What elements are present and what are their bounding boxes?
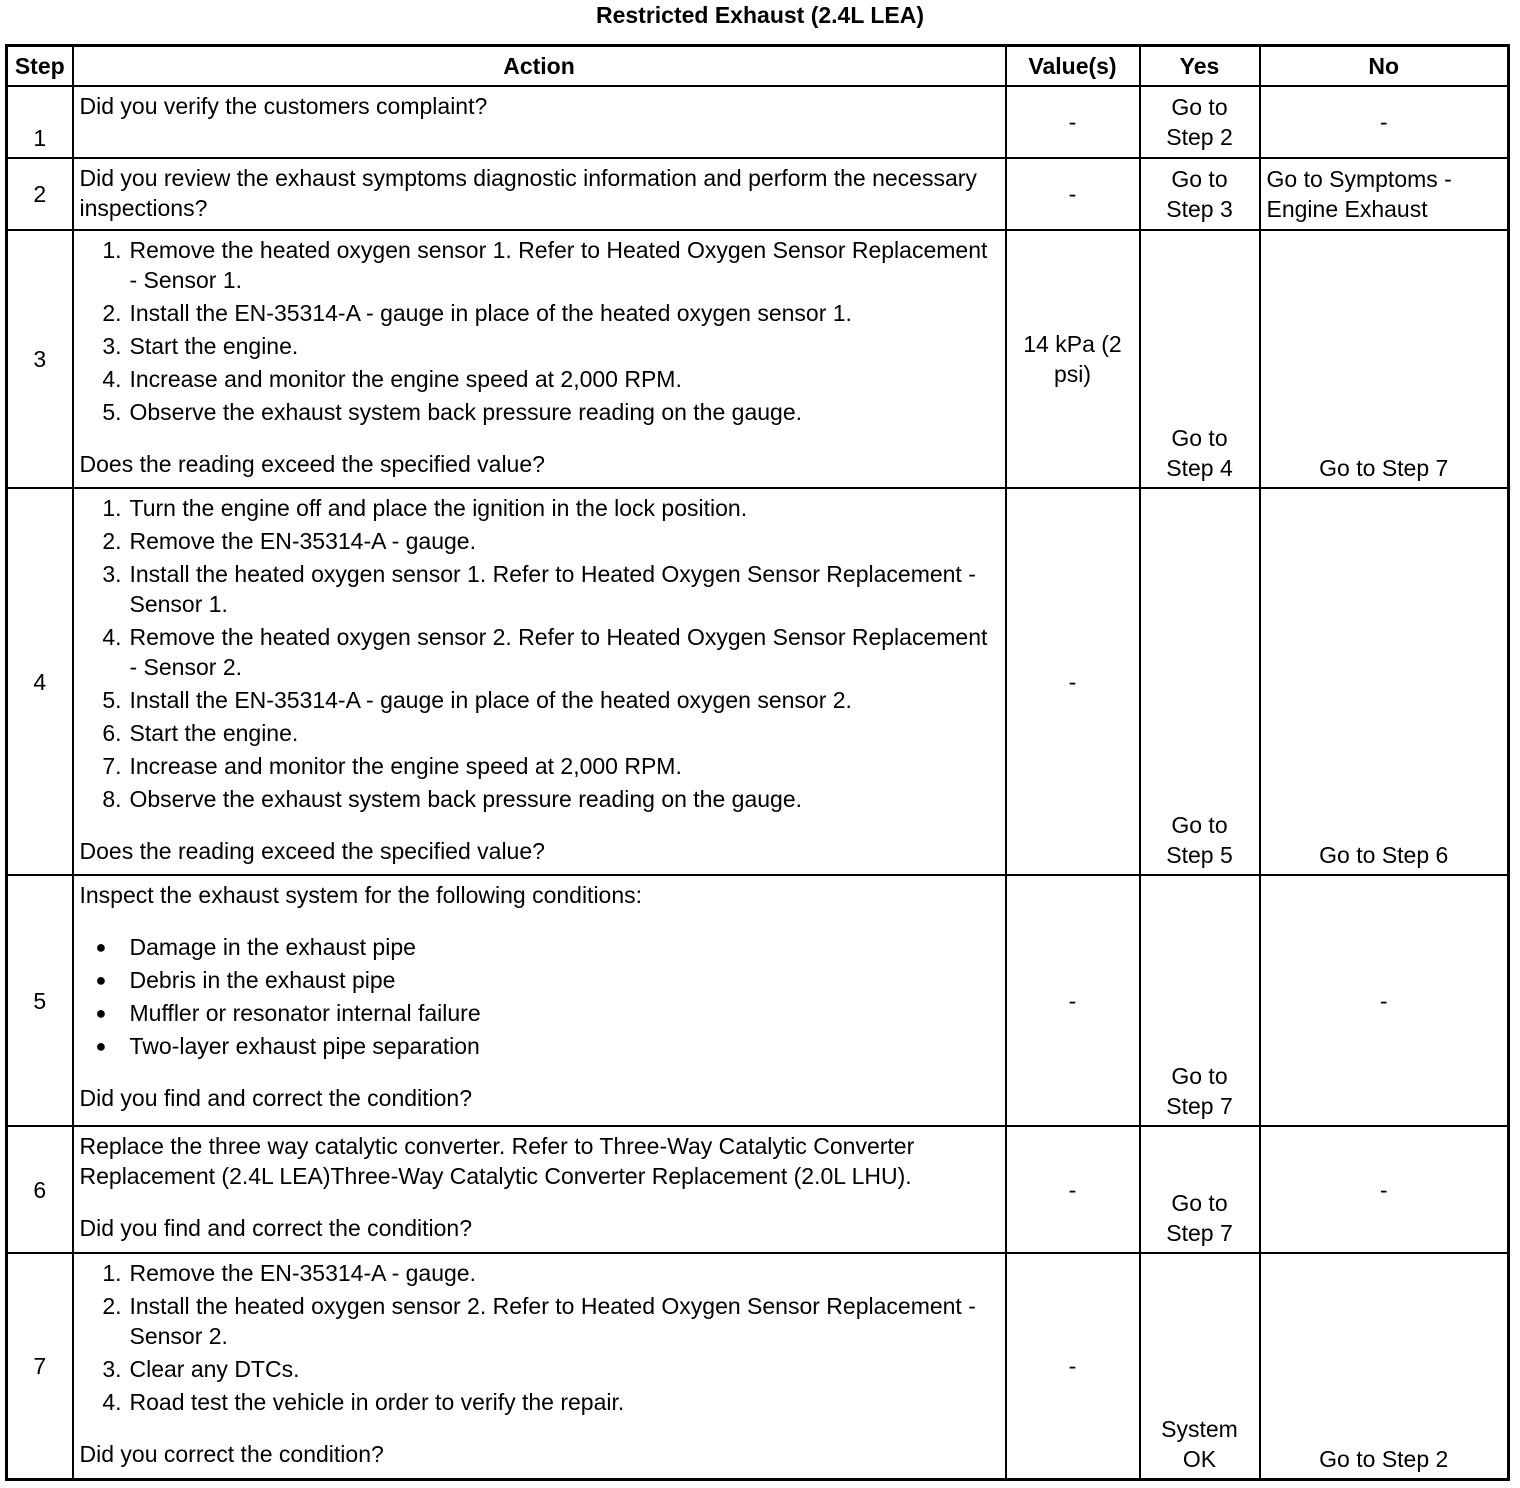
- action-cell: [73, 1253, 1006, 1479]
- action-question: Did you correct the condition?: [79, 1441, 384, 1467]
- diagnostic-table: [5, 44, 1510, 1481]
- no-cell: -: [1260, 1126, 1509, 1253]
- yes-cell: System OK: [1140, 1253, 1260, 1479]
- action-intro: Replace the three way catalytic converter. Refer to Three-Way Catalytic Converter Replacement (2.4L LEA)Three-Way Catalytic Converter Replacement (2.0L LHU).: [79, 1133, 915, 1189]
- condition-list: [80, 932, 999, 1061]
- list-item: 6. Start the engine.: [102, 720, 299, 746]
- list-item: ● Debris in the exhaust pipe: [80, 965, 999, 995]
- action-question: Did you find and correct the condition?: [79, 1085, 473, 1111]
- value-cell: -: [1006, 875, 1140, 1126]
- list-item: 1. Remove the heated oxygen sensor 1. Refer to Heated Oxygen Sensor Replacement - Sensor 1.: [102, 237, 988, 293]
- bullet-icon: ●: [95, 937, 107, 957]
- header-values: Value(s): [1006, 46, 1140, 87]
- action-intro: Inspect the exhaust system for the following conditions:: [79, 882, 643, 908]
- value-cell: -: [1006, 1126, 1140, 1253]
- header-yes: Yes: [1140, 46, 1260, 87]
- bullet-icon: ●: [95, 1036, 107, 1056]
- action-steps: [80, 235, 999, 427]
- yes-cell: Go to Step 5: [1140, 488, 1260, 875]
- list-item: 4. Increase and monitor the engine speed at 2,000 RPM.: [102, 366, 682, 392]
- table-row: [7, 230, 1509, 488]
- action-cell: [73, 875, 1006, 1126]
- action-cell: [73, 230, 1006, 488]
- no-cell: Go to Step 6: [1260, 488, 1509, 875]
- table-row: [7, 158, 1509, 230]
- header-no: No: [1260, 46, 1509, 87]
- list-item: 8. Observe the exhaust system back pressure reading on the gauge.: [102, 786, 803, 812]
- no-cell: -: [1260, 86, 1509, 158]
- step-number: 1: [7, 86, 73, 158]
- list-item: ● Two-layer exhaust pipe separation: [80, 1031, 999, 1061]
- step-number: 6: [7, 1126, 73, 1253]
- table-row: [7, 875, 1509, 1126]
- value-cell: -: [1006, 488, 1140, 875]
- step-number: 7: [7, 1253, 73, 1479]
- action-question: Did you review the exhaust symptoms diagnostic information and perform the necessary inspections?: [79, 165, 977, 221]
- table-row: [7, 488, 1509, 875]
- page-title: Restricted Exhaust (2.4L LEA): [595, 2, 925, 28]
- action-cell: [73, 1126, 1006, 1253]
- yes-cell: Go to Step 4: [1140, 230, 1260, 488]
- list-item: 7. Increase and monitor the engine speed at 2,000 RPM.: [102, 753, 682, 779]
- no-cell: -: [1260, 875, 1509, 1126]
- list-item: ● Muffler or resonator internal failure: [80, 998, 999, 1028]
- list-item: 4. Remove the heated oxygen sensor 2. Refer to Heated Oxygen Sensor Replacement - Sensor 2.: [102, 624, 988, 680]
- bullet-icon: ●: [95, 1003, 107, 1023]
- step-number: 4: [7, 488, 73, 875]
- table-row: [7, 1253, 1509, 1479]
- list-item: 3. Install the heated oxygen sensor 1. Refer to Heated Oxygen Sensor Replacement - Sensor 1.: [102, 561, 976, 617]
- no-cell: Go to Step 7: [1260, 230, 1509, 488]
- step-number: 2: [7, 158, 73, 230]
- value-cell: -: [1006, 1253, 1140, 1479]
- list-item: 1. Turn the engine off and place the ignition in the lock position.: [102, 495, 748, 521]
- list-item: 5. Install the EN-35314-A - gauge in place of the heated oxygen sensor 2.: [102, 687, 852, 713]
- header-action: Action: [73, 46, 1006, 87]
- yes-cell: Go to Step 7: [1140, 1126, 1260, 1253]
- list-item: 1. Remove the EN-35314-A - gauge.: [102, 1260, 476, 1286]
- list-item: 3. Clear any DTCs.: [102, 1356, 300, 1382]
- value-cell: -: [1006, 158, 1140, 230]
- list-item: 2. Install the heated oxygen sensor 2. Refer to Heated Oxygen Sensor Replacement - Sensor 2.: [102, 1293, 976, 1349]
- header-step: Step: [7, 46, 73, 87]
- step-number: 3: [7, 230, 73, 488]
- action-steps: [80, 493, 999, 814]
- action-steps: [80, 1258, 999, 1417]
- action-question: Did you find and correct the condition?: [79, 1215, 473, 1241]
- action-question: Did you verify the customers complaint?: [79, 93, 488, 119]
- no-cell: Go to Symptoms - Engine Exhaust: [1260, 158, 1509, 230]
- action-question: Does the reading exceed the specified value?: [79, 838, 545, 864]
- table-row: [7, 1126, 1509, 1253]
- yes-cell: Go to Step 3: [1140, 158, 1260, 230]
- list-item: 2. Install the EN-35314-A - gauge in place of the heated oxygen sensor 1.: [102, 300, 852, 326]
- header-row: [7, 46, 1509, 87]
- list-item: 4. Road test the vehicle in order to verify the repair.: [102, 1389, 625, 1415]
- list-item: 3. Start the engine.: [102, 333, 299, 359]
- list-item: 2. Remove the EN-35314-A - gauge.: [102, 528, 476, 554]
- value-cell: 14 kPa (2 psi): [1006, 230, 1140, 488]
- step-number: 5: [7, 875, 73, 1126]
- action-question: Does the reading exceed the specified value?: [79, 451, 545, 477]
- action-cell: [73, 86, 1006, 158]
- yes-cell: Go to Step 2: [1140, 86, 1260, 158]
- no-cell: Go to Step 2: [1260, 1253, 1509, 1479]
- action-cell: [73, 488, 1006, 875]
- list-item: ● Damage in the exhaust pipe: [80, 932, 999, 962]
- action-cell: [73, 158, 1006, 230]
- table-row: [7, 86, 1509, 158]
- yes-cell: Go to Step 7: [1140, 875, 1260, 1126]
- list-item: 5. Observe the exhaust system back pressure reading on the gauge.: [102, 399, 803, 425]
- value-cell: -: [1006, 86, 1140, 158]
- bullet-icon: ●: [95, 970, 107, 990]
